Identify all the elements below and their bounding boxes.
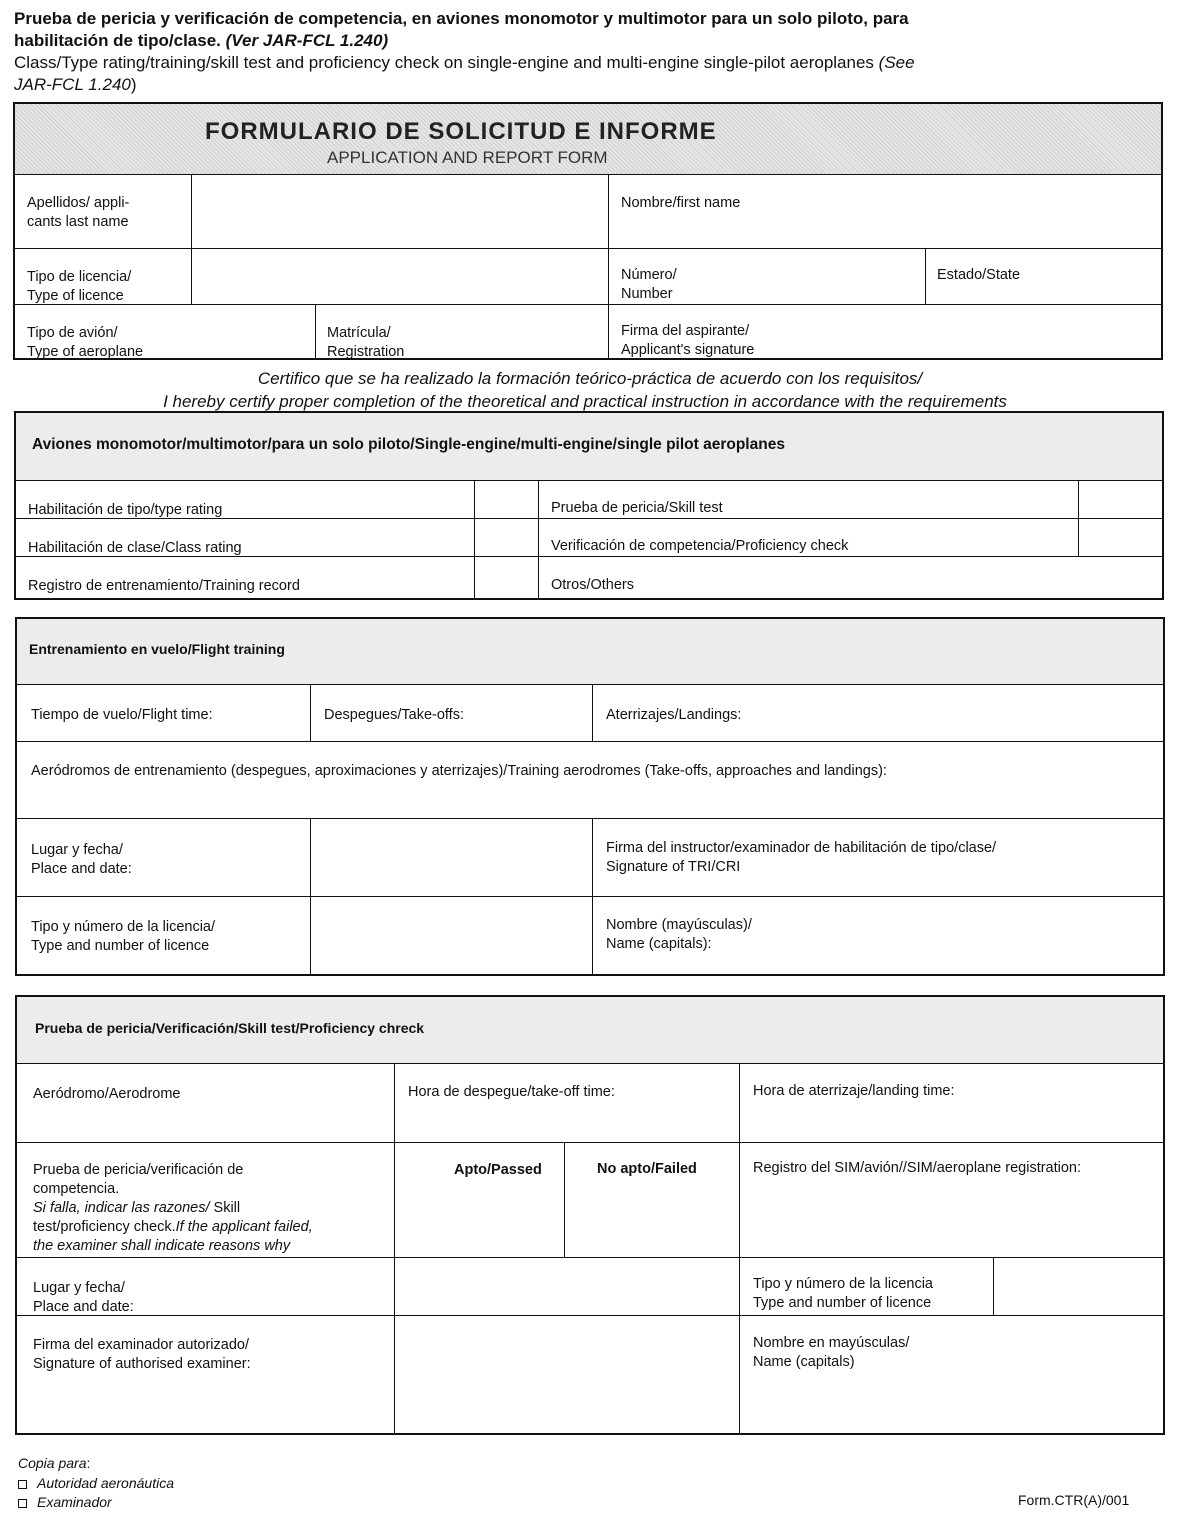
last-name-field[interactable] [193, 176, 606, 246]
training-aerodromes-field[interactable] [19, 784, 1161, 816]
class-rating-label: Habilitación de clase/Class rating [28, 540, 242, 556]
examiner-licence-field[interactable] [995, 1259, 1163, 1313]
others-label: Otros/Others [551, 577, 634, 593]
instructor-licence-field[interactable] [312, 898, 590, 974]
subtitle-en-ref: JAR-FCL 1.240 [14, 75, 131, 94]
landings-label: Aterrizajes/Landings: [606, 707, 742, 723]
subtitle-en-see: (See [878, 53, 915, 72]
divider [17, 684, 1163, 685]
certify-en: I hereby certify proper completion of the theoretical and practical instruction in accordance with the requirements [163, 392, 1007, 411]
flight-training-section [15, 617, 1165, 976]
divider [191, 174, 192, 304]
copy-recipient-examiner: Examinador [18, 1493, 112, 1512]
training-record-label: Registro de entrenamiento/Training record [28, 578, 300, 594]
divider [564, 1142, 565, 1257]
divider [538, 480, 539, 598]
instructor-signature-label: Firma del instructor/examinador de habilitación de tipo/clase/ Signature of TRI/CRI [606, 840, 997, 875]
form-banner-subtitle: APPLICATION AND REPORT FORM [327, 148, 608, 167]
divider [17, 1257, 1163, 1258]
divider [474, 480, 475, 598]
instructor-name-label: Nombre (mayúsculas)/ Name (capitals): [606, 917, 752, 952]
training-record-checkbox[interactable] [476, 558, 536, 598]
divider [15, 174, 1161, 175]
first-name-field[interactable] [611, 214, 1159, 246]
divider [17, 741, 1163, 742]
subtitle-en-close: ) [130, 75, 137, 94]
instructor-licence-label: Tipo y número de la licencia/ Type and number of licence [31, 919, 216, 954]
divider [17, 1063, 1163, 1064]
type-rating-label: Habilitación de tipo/type rating [28, 502, 223, 518]
aerodrome-label: Aeródromo/Aerodrome [33, 1086, 181, 1102]
state-label: Estado/State [937, 267, 1021, 283]
licence-type-label: Tipo de licencia/ Type of licence [27, 269, 132, 304]
last-name-label: Apellidos/ appli- cants last name [27, 195, 130, 230]
proficiency-check-label: Verificación de competencia/Proficiency check [551, 538, 849, 554]
subtitle-en-line2 [14, 74, 137, 96]
divider [592, 684, 593, 741]
subtitle-en-line1 [14, 52, 915, 74]
takeoff-time-label: Hora de despegue/take-off time: [408, 1084, 615, 1100]
checkbox-icon[interactable] [18, 1499, 27, 1508]
divider [17, 1315, 1163, 1316]
sim-registration-label: Registro del SIM/avión//SIM/aeroplane registration: [753, 1160, 1082, 1176]
failed-label: No apto/Failed [597, 1161, 697, 1177]
aeroplanes-section-title: Aviones monomotor/multimotor/para un solo piloto/Single-engine/multi-engine/single pilot aeroplanes [32, 436, 785, 453]
divider [16, 480, 1162, 481]
divider [310, 684, 311, 741]
copy-for-label: Copia para: [18, 1455, 91, 1471]
exam-place-date-field[interactable] [396, 1259, 737, 1313]
certify-es: Certifico que se ha realizado la formación teórico-práctica de acuerdo con los requisitos/ [257, 369, 923, 388]
passed-field[interactable] [396, 1182, 562, 1255]
divider [310, 818, 311, 974]
examiner-signature-field[interactable] [396, 1317, 737, 1433]
examiner-licence-label: Tipo y número de la licencia Type and number of licence [753, 1276, 933, 1311]
divider [15, 304, 1161, 305]
divider [1078, 480, 1079, 556]
takeoffs-label: Despegues/Take-offs: [324, 707, 464, 723]
skill-test-section-title: Prueba de pericia/Verificación/Skill test/Proficiency chreck [35, 1020, 425, 1036]
copy-recipient-authority: Autoridad aeronáutica [18, 1474, 174, 1493]
landing-time-label: Hora de aterrizaje/landing time: [753, 1083, 955, 1099]
aeroplane-type-label: Tipo de avión/ Type of aeroplane [27, 325, 144, 360]
title-ref: (Ver JAR-FCL 1.240) [225, 31, 389, 50]
training-aerodromes-label: Aeródromos de entrenamiento (despegues, aproximaciones y aterrizajes)/Training aerodromes (Take-offs, approaches and landings): [31, 763, 887, 779]
type-rating-checkbox[interactable] [476, 482, 536, 516]
first-name-label: Nombre/first name [621, 195, 741, 211]
title-es: Prueba de pericia y verificación de competencia, en aviones monomotor y multimotor para un solo piloto, para [14, 9, 909, 28]
checkbox-icon[interactable] [18, 1480, 27, 1489]
divider [739, 1063, 740, 1433]
class-rating-checkbox[interactable] [476, 520, 536, 554]
divider [592, 818, 593, 974]
title-es-line2 [14, 30, 388, 52]
form-code: Form.CTR(A)/001 [1018, 1492, 1130, 1508]
divider [315, 304, 316, 360]
application-form-box [13, 102, 1163, 360]
divider [15, 248, 1161, 249]
divider [17, 896, 1163, 897]
number-label: Número/ Number [621, 267, 677, 302]
flight-training-title: Entrenamiento en vuelo/Flight training [29, 641, 285, 657]
failed-field[interactable] [566, 1182, 737, 1255]
examiner-signature-label: Firma del examinador autorizado/ Signature of authorised examiner: [33, 1337, 251, 1372]
skill-test-section [15, 995, 1165, 1435]
skill-test-label: Prueba de pericia/Skill test [551, 500, 723, 516]
applicant-signature-label: Firma del aspirante/ Applicant's signature [621, 323, 755, 358]
divider [925, 248, 926, 304]
registration-label: Matrícula/ Registration [327, 325, 405, 360]
divider [17, 818, 1163, 819]
test-result-label: Prueba de pericia/verificación de competencia. Si falla, indicar las razones/ Skill test/proficiency check.If the applicant failed, the examiner shall indicate reasons why [33, 1162, 313, 1254]
divider [17, 1142, 1163, 1143]
exam-place-date-label: Lugar y fecha/ Place and date: [33, 1280, 134, 1315]
skill-test-checkbox[interactable] [1080, 482, 1162, 516]
place-date-field[interactable] [312, 820, 590, 894]
subtitle-en-text: Class/Type rating/training/skill test and proficiency check on single-engine and multi-engine single-pilot aeroplanes [14, 53, 874, 72]
passed-label: Apto/Passed [454, 1162, 542, 1178]
form-banner-title: FORMULARIO DE SOLICITUD E INFORME [205, 118, 717, 145]
divider [993, 1257, 994, 1315]
flight-time-label: Tiempo de vuelo/Flight time: [31, 707, 213, 723]
aeroplanes-section [14, 411, 1164, 600]
proficiency-check-checkbox[interactable] [1080, 520, 1162, 554]
place-date-label: Lugar y fecha/ Place and date: [31, 842, 132, 877]
divider [394, 1063, 395, 1433]
divider [608, 174, 609, 360]
licence-type-field[interactable] [193, 250, 606, 302]
title-es-line2-text: habilitación de tipo/clase. [14, 31, 221, 50]
examiner-name-label: Nombre en mayúsculas/ Name (capitals) [753, 1335, 910, 1370]
